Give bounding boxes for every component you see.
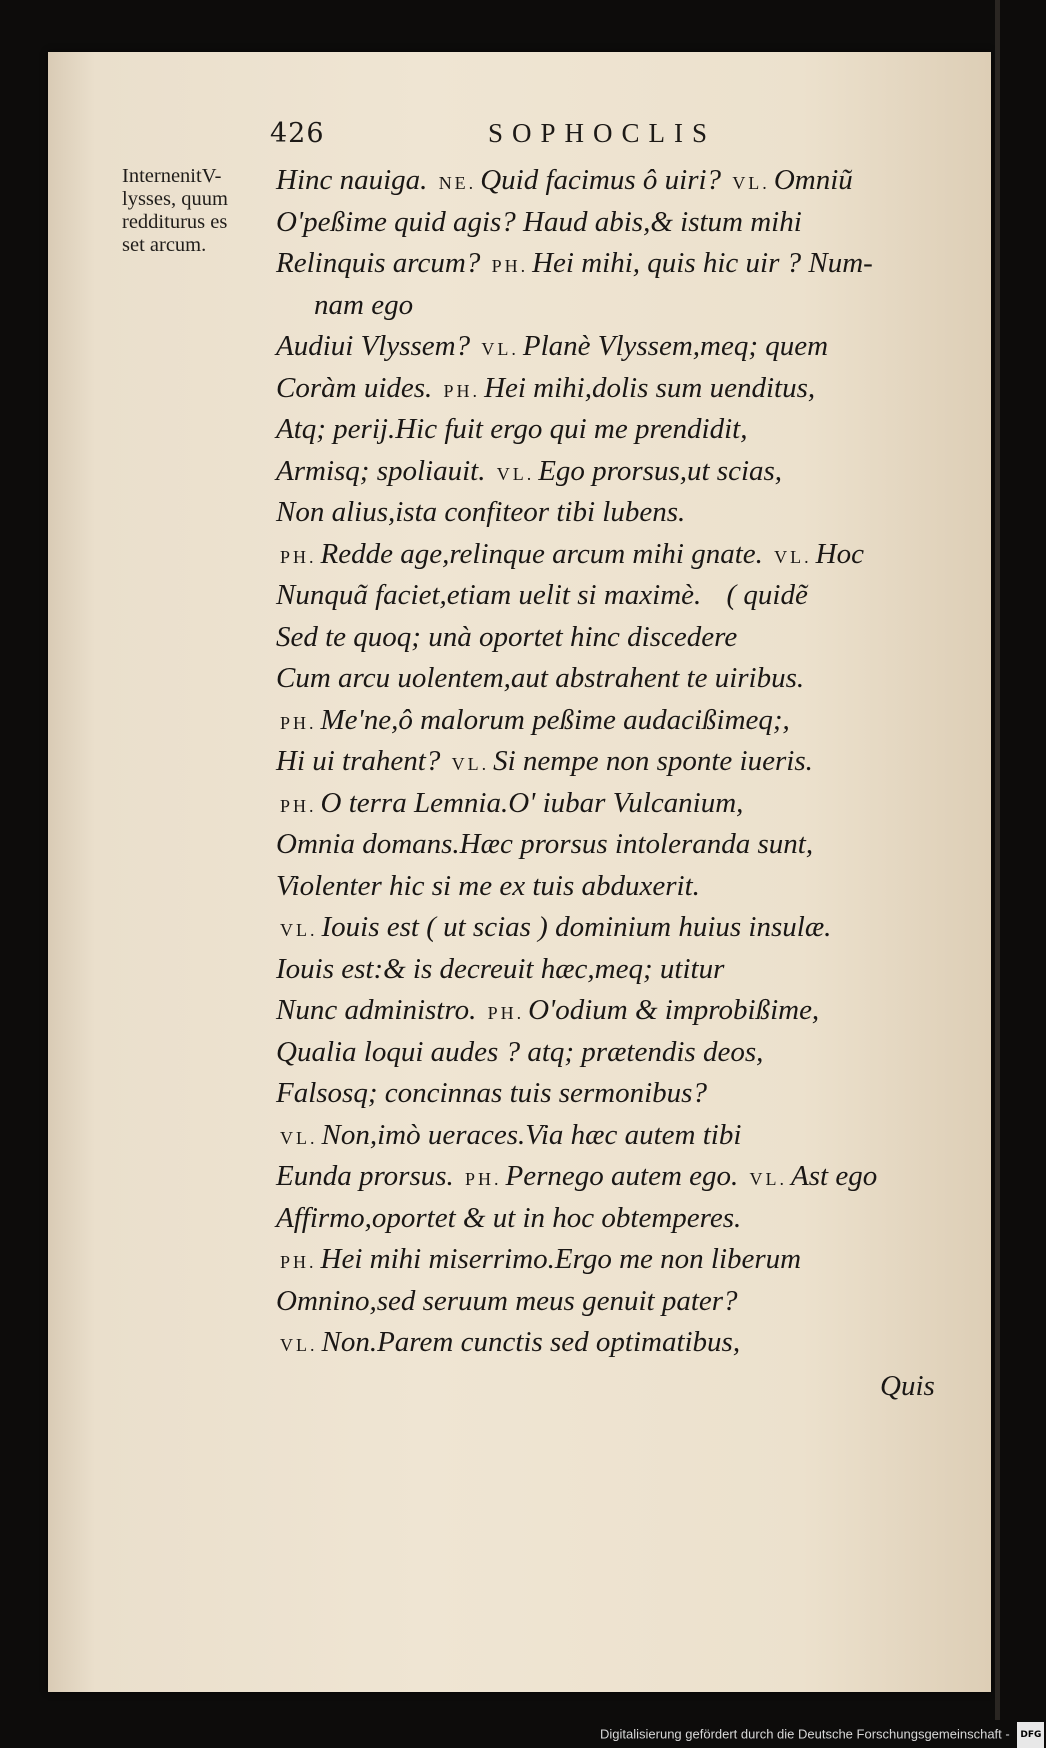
verse-line xyxy=(276,1073,946,1115)
verse-text-segment: O'peßime quid agis? Haud abis,& istum mihi xyxy=(276,205,802,238)
running-head: SOPHOCLIS xyxy=(488,118,717,148)
speaker-label: PH. xyxy=(443,380,481,401)
verse-line xyxy=(276,202,946,244)
verse-text-segment: Iouis est:& is decreuit hæc,meq; utitur xyxy=(276,952,725,985)
verse-text-segment: Iouis est ( ut scias ) dominium huius insulæ. xyxy=(321,911,832,943)
speaker-label: PH. xyxy=(280,546,317,567)
verse-line xyxy=(276,658,946,700)
speaker-label: PH. xyxy=(280,712,317,733)
verse-text-segment: Ego prorsus,ut scias, xyxy=(538,454,783,487)
verse-line xyxy=(276,1156,946,1198)
verse-line xyxy=(276,160,946,202)
verse-text-segment: Planè Vlyssem,meq; quem xyxy=(522,330,829,362)
verse-line xyxy=(276,368,946,410)
verse-line xyxy=(276,990,946,1032)
verse-text-segment: Nunc administro. xyxy=(276,994,477,1026)
verse-text-segment: ( quidẽ xyxy=(726,579,808,611)
speaker-label: PH. xyxy=(280,1252,317,1272)
verse-text-segment: Audiui Vlyssem? xyxy=(276,330,471,362)
speaker-label: VL. xyxy=(280,920,318,940)
speaker-label: VL. xyxy=(451,754,490,774)
verse-text-segment: Pernego autem ego. xyxy=(505,1160,739,1192)
speaker-label: VL. xyxy=(496,463,535,484)
verse-text-segment: Ast ego xyxy=(791,1160,878,1192)
footer-text: Digitalisierung gefördert durch die Deutsche Forschungsgemeinschaft - xyxy=(600,1726,1010,1742)
page-header xyxy=(270,118,770,158)
verse-line xyxy=(276,617,946,659)
verse-text-segment: Nunquã faciet,etiam uelit si maximè. xyxy=(276,579,702,611)
verse-text-segment: Hei mihi, quis hic uir ? Num- xyxy=(532,247,873,279)
verse-text-segment: Me'ne,ô malorum peßime audacißimeq;, xyxy=(320,703,790,736)
verse-text-segment: Violenter hic si me ex tuis abduxerit. xyxy=(276,869,700,902)
verse-line xyxy=(276,1281,946,1323)
verse-text-segment: Omniũ xyxy=(773,164,853,196)
verse-line xyxy=(276,949,946,991)
verse-text-segment: Qualia loqui audes ? atq; prætendis deos, xyxy=(276,1035,764,1068)
speaker-label: PH. xyxy=(487,1003,525,1023)
verse-line xyxy=(276,1322,946,1364)
speaker-label: VL. xyxy=(774,546,812,567)
verse-text-segment: Sed te quoq; unà oportet hinc discedere xyxy=(276,620,738,653)
speaker-label: VL. xyxy=(280,1127,318,1148)
verse-text-segment: Hei mihi miserrimo.Ergo me non liberum xyxy=(320,1243,802,1275)
verse-text-segment: Si nempe non sponte iueris. xyxy=(493,745,813,777)
speaker-label: VL. xyxy=(280,1335,318,1355)
verse-line xyxy=(276,741,946,783)
verse-line xyxy=(276,866,946,908)
catchword: Quis xyxy=(880,1370,935,1402)
verse-line xyxy=(276,1115,946,1157)
verse-line xyxy=(276,907,946,949)
verse-line xyxy=(276,1198,946,1240)
dfg-logo: DFG xyxy=(1017,1722,1044,1748)
verse-text-segment: Armisq; spoliauit. xyxy=(276,454,486,487)
verse-text-segment: Hoc xyxy=(815,537,864,570)
verse-text-segment: Hei mihi,dolis sum uenditus, xyxy=(484,371,816,404)
verse-text-segment: Non.Parem cunctis sed optimatibus, xyxy=(321,1326,741,1358)
verse-text-segment: Cum arcu uolentem,aut abstrahent te uiribus. xyxy=(276,662,805,694)
page-number: 426 xyxy=(270,118,325,149)
marginal-note-line: InternenitV- xyxy=(122,165,222,187)
verse-text-segment: Eunda prorsus. xyxy=(276,1160,454,1192)
verse-text-segment: Non alius,ista confiteor tibi lubens. xyxy=(276,496,686,528)
verse-line xyxy=(276,409,946,451)
verse-line xyxy=(276,824,946,866)
verse-text-segment: nam ego xyxy=(314,288,414,321)
verse-text-segment: Omnino,sed seruum meus genuit pater? xyxy=(276,1284,738,1317)
verse-text xyxy=(276,160,946,1364)
verse-text-segment: Atq; perij.Hic fuit ergo qui me prendidit, xyxy=(276,413,748,445)
verse-line xyxy=(276,326,946,368)
speaker-label: VL. xyxy=(481,339,519,359)
verse-text-segment: Falsosq; concinnas tuis sermonibus? xyxy=(276,1077,707,1109)
verse-text-segment: Coràm uides. xyxy=(276,371,433,404)
speaker-label: PH. xyxy=(465,1169,502,1189)
marginal-note-line: redditurus es xyxy=(122,211,228,233)
verse-text-segment: Affirmo,oportet & ut in hoc obtemperes. xyxy=(276,1201,742,1234)
verse-line xyxy=(276,1239,946,1281)
verse-text-segment: Redde age,relinque arcum mihi gnate. xyxy=(320,537,763,570)
verse-line xyxy=(276,285,946,327)
verse-line xyxy=(276,492,946,534)
digitization-footer xyxy=(600,1722,1042,1746)
speaker-label: PH. xyxy=(491,256,529,276)
verse-line xyxy=(276,534,946,576)
verse-line xyxy=(276,700,946,742)
speaker-label: PH. xyxy=(280,795,317,816)
verse-text-segment: Hi ui trahent? xyxy=(276,745,441,777)
verse-text-segment: Quid facimus ô uiri? xyxy=(480,164,722,196)
marginal-note-line: set arcum. xyxy=(122,234,207,256)
verse-text-segment: Hinc nauiga. xyxy=(276,164,428,196)
verse-line xyxy=(276,575,946,617)
verse-text-segment: O'odium & improbißime, xyxy=(528,994,820,1026)
verse-line xyxy=(276,1032,946,1074)
book-edge xyxy=(995,0,1000,1720)
verse-line xyxy=(276,451,946,493)
verse-text-segment: Relinquis arcum? xyxy=(276,247,481,279)
verse-line xyxy=(276,243,946,285)
verse-text-segment: Non,imò ueraces.Via hæc autem tibi xyxy=(321,1118,742,1151)
speaker-label: NE. xyxy=(438,173,477,193)
verse-text-segment: O terra Lemnia.O' iubar Vulcanium, xyxy=(320,786,744,819)
verse-line xyxy=(276,783,946,825)
marginal-note-line: lysses, quum xyxy=(122,188,228,210)
speaker-label: VL. xyxy=(749,1169,788,1189)
speaker-label: VL. xyxy=(732,173,770,193)
verse-text-segment: Omnia domans.Hæc prorsus intoleranda sunt, xyxy=(276,828,814,860)
marginal-note xyxy=(122,165,267,257)
